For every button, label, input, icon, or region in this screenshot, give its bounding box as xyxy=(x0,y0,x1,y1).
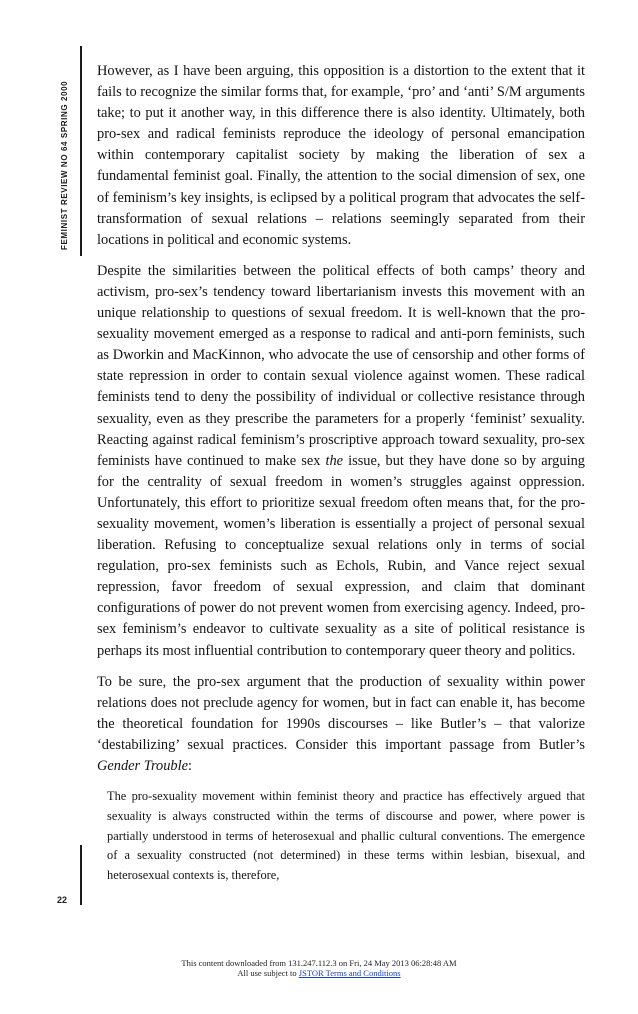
paragraph-text: Despite the similarities between the political effects of both camps’ theory and activism, pro-sex’s tendency toward libertarianism invests this movement with an unique relationship to questions of sexual freedom. It is well-known that the pro-sexuality movement emerged as a response to radical and anti-porn feminists, such as Dworkin and MacKinnon, who advocate the use of censorship and other forms of state repression in order to contain sexual violence against women. These radical feminists tend to deny the possibility of individual or collective resistance through sexuality, even as they prescribe the parameters for a properly ‘feminist’ sexuality. Reacting against radical feminism’s proscriptive approach toward sexuality, pro-sex feminists have continued to make sex xyxy=(97,262,585,469)
paragraph: However, as I have been arguing, this opposition is a distortion to the extent that it fails to recognize the similar forms that, for example, ‘pro’ and ‘anti’ S/M arguments take; to put it another way, in this difference there is also identity. Ultimately, both pro-sex and radical feminists reproduce the ideology of personal emancipation within contemporary capitalist society by making the liberation of sex a fundamental feminist goal. Finally, the attention to the social dimension of sex, one of feminism’s key insights, is eclipsed by a political program that advocates the self-transformation of sexual relations – relations seemingly separated from their locations in political and economic systems. xyxy=(97,63,585,248)
jstor-terms-link[interactable]: JSTOR Terms and Conditions xyxy=(298,968,401,978)
page-number: 22 xyxy=(57,895,68,905)
margin-rule-top xyxy=(80,46,82,256)
paragraph xyxy=(97,261,585,662)
download-footer xyxy=(0,958,638,978)
block-quote: The pro-sexuality movement within feminist theory and practice has effectively argued that sexuality is always constructed within the terms of discourse and power, where power is partially understood in terms of heterosexual and phallic cultural conventions. The emergence of a sexuality constructed (not determined) in these terms within lesbian, bisexual, and heterosexual contexts is, therefore, xyxy=(107,789,585,882)
paragraph-text: To be sure, the pro-sex argument that the production of sexuality within power relations does not preclude agency for women, but in fact can enable it, has become the theoretical foundation for 1990s discourses – like Butler’s – that valorize ‘destabilizing’ sexual practices. Consider this important passage from Butler’s xyxy=(97,673,585,753)
paragraph-text: issue, but they have done so by arguing for the centrality of sexual freedom in women’s struggles against oppression. Unfortunately, this effort to prioritize sexual freedom often means that, for the pro-sexuality movement, women’s liberation is essentially a project of personal sexual liberation. Refusing to conceptualize sexual relations only in terms of social regulation, pro-sex feminists such as Echols, Rubin, and Vance reject sexual repression, favor freedom of sexual expression, and claim that dominant configurations of power do not prevent women from exercising agency. Indeed, pro-sex feminism’s endeavor to cultivate sexuality as a site of political resistance is perhaps its most influential contribution to contemporary queer theory and politics. xyxy=(97,452,585,659)
footer-line xyxy=(0,968,638,978)
footer-prefix: All use subject to xyxy=(237,968,297,978)
running-head xyxy=(60,80,80,270)
footer-line: This content downloaded from 131.247.112.3 on Fri, 24 May 2013 06:28:48 AM xyxy=(181,958,457,968)
journal-running-head: FEMINIST REVIEW NO 64 SPRING 2000 xyxy=(60,80,69,250)
article-body xyxy=(97,61,585,886)
paragraph xyxy=(97,672,585,777)
paragraph-text: : xyxy=(188,758,193,774)
book-title: Gender Trouble xyxy=(97,758,189,774)
margin-rule-bottom xyxy=(80,845,82,905)
emphasis: the xyxy=(325,452,344,469)
